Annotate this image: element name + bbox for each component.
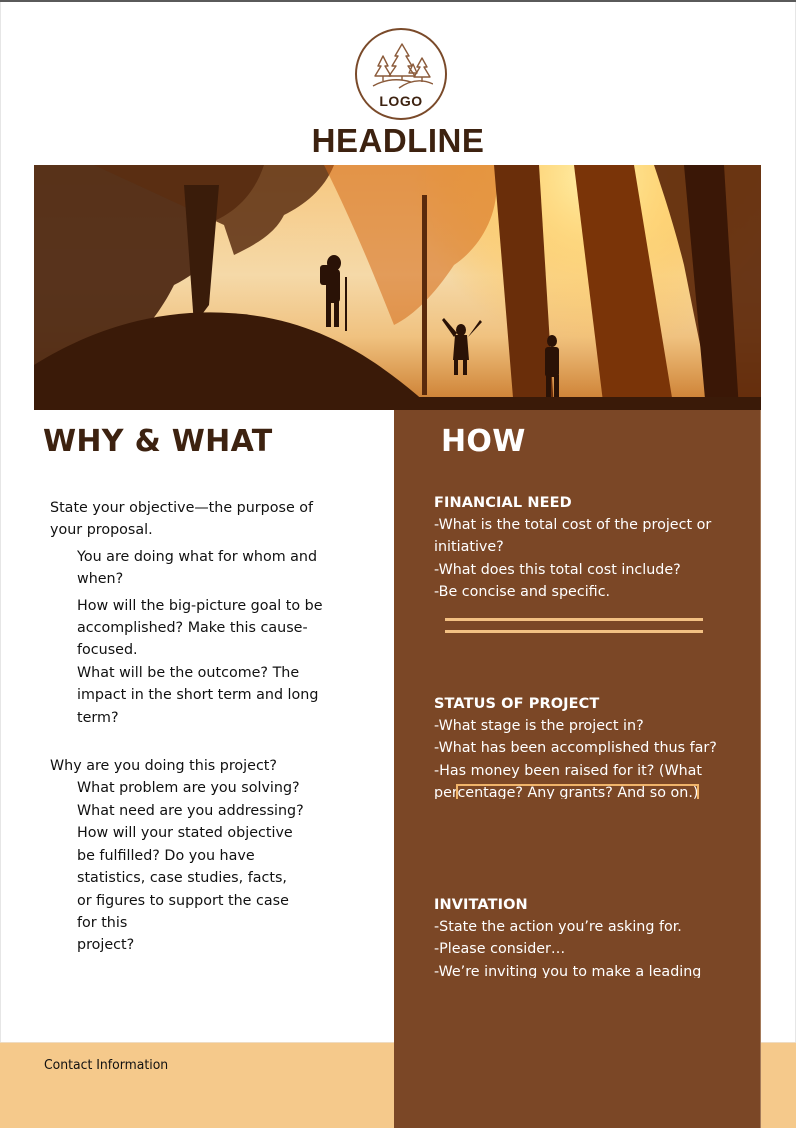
text-line: -What does this total cost include? [434,561,681,578]
text-line: statistics, case studies, facts, [77,870,287,887]
invitation-heading: INVITATION [434,897,528,913]
text-line: -What stage is the project in? [434,718,644,735]
text-line: for this [77,914,128,931]
contact-information[interactable]: Contact Information [44,1057,169,1073]
divider-line [445,630,703,633]
why-question: Why are you doing this project? [50,758,277,775]
objective-line: your proposal. [50,522,153,539]
text-fragment: per [434,784,458,799]
logo-text: LOGO [379,93,423,109]
how-panel-footer-segment [394,1042,761,1128]
text-line: What need are you addressing? [77,802,304,819]
text-line: -What is the total cost of the project or [434,517,712,534]
text-line: -State the action you’re asking for. [434,919,682,936]
text-line-clipped: project? [77,937,135,953]
why-what-title: WHY & WHAT [43,424,273,459]
page-top-border [0,0,796,2]
text-line: -Has money been raised for it? (What [434,762,703,779]
text-line: How will the big-picture goal to be [77,597,323,614]
how-title: HOW [441,424,526,459]
financial-need-heading: FINANCIAL NEED [434,495,572,511]
text-line-clipped [434,782,744,799]
text-line: be fulfilled? Do you have [77,847,255,864]
why-what-body[interactable] [50,497,350,952]
text-line: or figures to support the case [77,892,289,909]
text-line: You are doing what for whom and [77,548,318,565]
text-line: How will your stated objective [77,825,293,842]
bullet-group-why [50,777,350,952]
text-line: term? [77,709,119,726]
status-heading: STATUS OF PROJECT [434,696,600,712]
page-left-border [0,2,1,1128]
logo[interactable] [355,28,447,120]
text-line: accomplished? Make this cause- [77,620,308,637]
text-line: -What has been accomplished thus far? [434,740,717,757]
headline: HEADLINE [311,122,485,159]
text-line-clipped: -We’re inviting you to make a leading [434,963,702,978]
text-line: impact in the short term and long [77,687,319,704]
text-line: -Please consider… [434,941,566,958]
text-line: What will be the outcome? The [77,664,300,681]
bullet-group-goal [50,595,350,729]
pine-trees-icon [371,40,433,92]
divider-line [445,618,703,621]
financial-need-section[interactable] [434,492,744,603]
hero-image [34,165,761,410]
text-line: What problem are you solving? [77,780,300,797]
forest-silhouette-illustration [34,165,761,410]
text-selection-highlight[interactable]: centage? Any grants? And so on.) [457,784,699,799]
invitation-section[interactable] [434,894,744,978]
text-line: -Be concise and specific. [434,583,611,600]
status-of-project-section[interactable] [434,693,744,799]
text-line: when? [77,571,124,588]
objective-line: State your objective—the purpose of [50,500,314,516]
text-line: focused. [77,642,138,659]
text-line: initiative? [434,539,504,556]
bullet-group-who [50,546,350,591]
